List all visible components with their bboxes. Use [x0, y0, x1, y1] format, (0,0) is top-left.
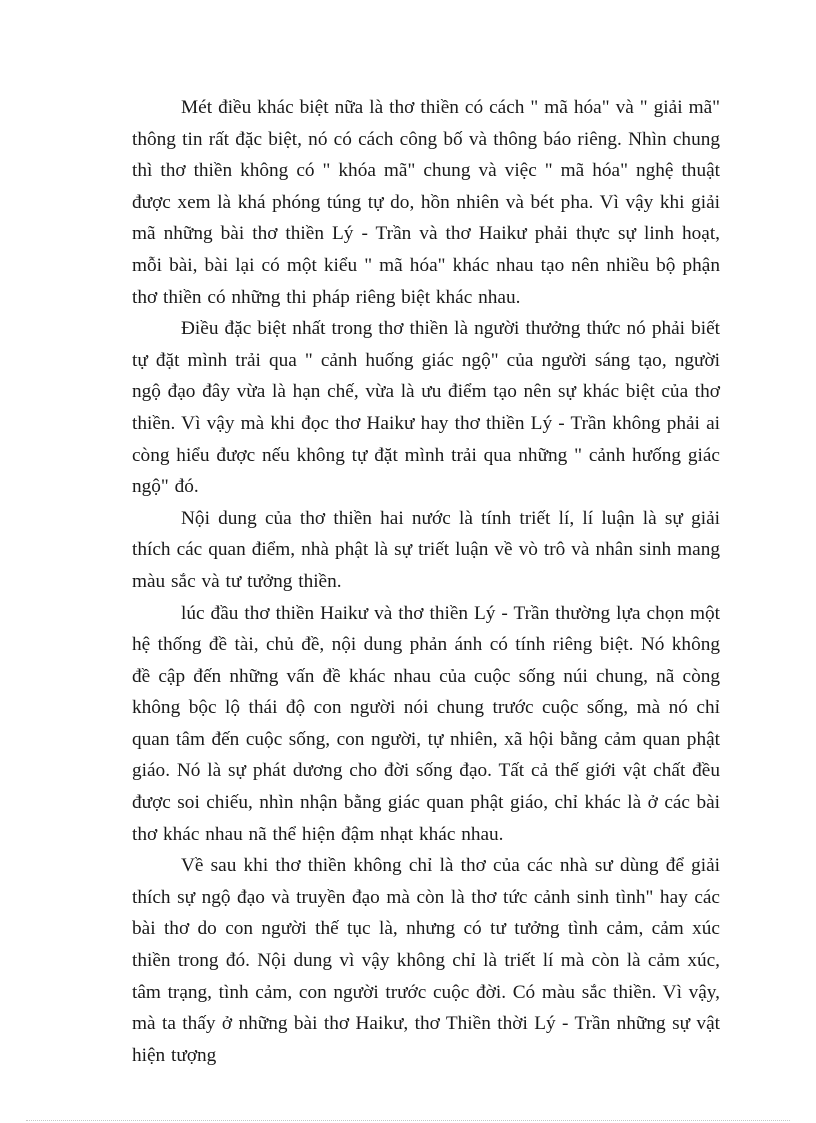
paragraph-4: lúc đầu thơ thiền Haikư và thơ thiền Lý - Trần thường lựa chọn một hệ thống đề tài, chủ đề, nội dung phản ánh có tính riêng biệt. Nó không đề cập đến những vấn đề khác nhau của cuộc sống núi chung, nã còng không bộc lộ thái độ con người nói chung trước cuộc sống, mà nó chỉ quan tâm đến cuộc sống, con người, tự nhiên, xã hội bằng cảm quan phật giáo. Nó là sự phát dương cho đời sống đạo. Tất cả thế giới vật chất đều được soi chiếu, nhìn nhận bằng giác quan phật giáo, chỉ khác là ở các bài thơ khác nhau nã thể hiện đậm nhạt khác nhau.	[132, 602, 720, 845]
document-body	[132, 92, 720, 1071]
paragraph-1: Mét điều khác biệt nữa là thơ thiền có cách " mã hóa" và " giải mã" thông tin rất đặc biệt, nó có cách công bố và thông báo riêng. Nhìn chung thì thơ thiền không có " khóa mã" chung và việc " mã hóa" nghệ thuật được xem là khá phóng túng tự do, hồn nhiên và bét pha. Vì vậy khi giải mã những bài thơ thiền Lý - Trần và thơ Haikư phải thực sự linh hoạt, mỗi bài, bài lại có một kiểu " mã hóa" khác nhau tạo nên nhiều bộ phận thơ thiền có những thi pháp riêng biệt khác nhau.	[132, 97, 720, 308]
paragraph-3: Nội dung của thơ thiền hai nước là tính triết lí, lí luận là sự giải thích các quan điểm, nhà phật là sự triết luận về vò trô và nhân sinh mang màu sắc và tư tưởng thiền.	[132, 507, 720, 592]
page-bottom-divider	[26, 1120, 790, 1121]
paragraph-2: Điều đặc biệt nhất trong thơ thiền là người thưởng thức nó phải biết tự đặt mình trải qua " cảnh huống giác ngộ" của người sáng tạo, người ngộ đạo đây vừa là hạn chế, vừa là ưu điểm tạo nên sự khác biệt của thơ thiền. Vì vậy mà khi đọc thơ Haikư hay thơ thiền Lý - Trần không phải ai còng hiểu được nếu không tự đặt mình trải qua những " cảnh hưống giác ngộ" đó.	[132, 318, 720, 498]
paragraph-5: Về sau khi thơ thiền không chỉ là thơ của các nhà sư dùng để giải thích sự ngộ đạo và truyền đạo mà còn là thơ tức cảnh sinh tình" hay các bài thơ do con người thế tục là, nhưng có tư tưởng tình cảm, cảm xúc thiền trong đó. Nội dung vì vậy không chỉ là triết lí mà còn là cảm xúc, tâm trạng, tình cảm, con người trước cuộc đời. Có màu sắc thiền. Vì vậy, mà ta thấy ở những bài thơ Haikư, thơ Thiền thời Lý - Trần những sự vật hiện tượng	[132, 855, 720, 1066]
